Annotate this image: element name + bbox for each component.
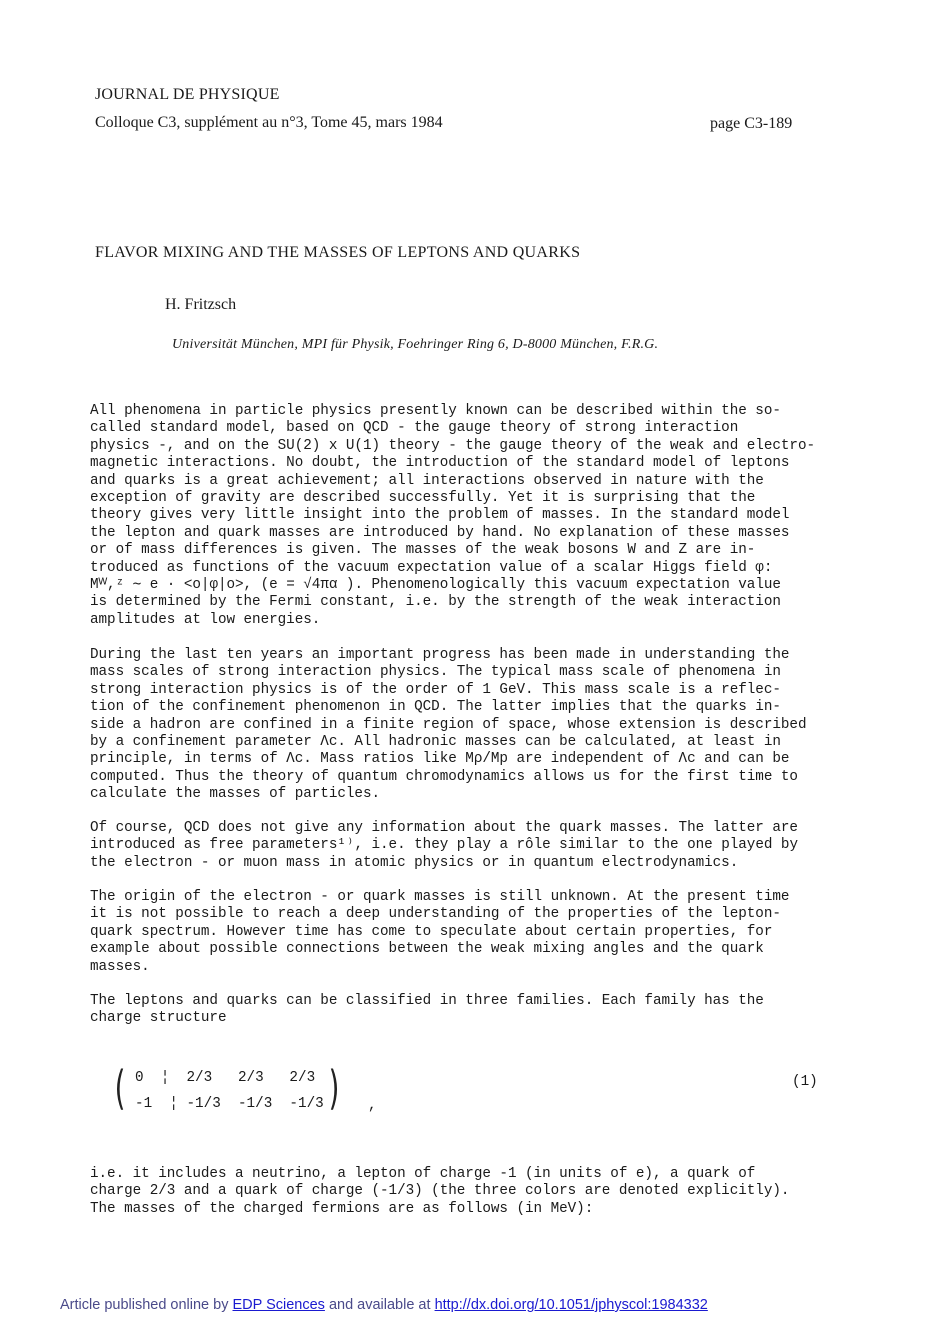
text-line: by a confinement parameter Λc. All hadronic masses can be calculated, at least in <box>90 734 781 751</box>
equation-number: (1) <box>792 1074 818 1090</box>
text-line: computed. Thus the theory of quantum chromodynamics allows us for the first time to <box>90 768 798 785</box>
issue-info: Colloque C3, supplément au n°3, Tome 45, mars 1984 <box>95 114 443 131</box>
text-line: quark spectrum. However time has come to speculate about certain properties, for <box>90 923 773 940</box>
text-line: All phenomena in particle physics presently known can be described within the so- <box>90 403 781 419</box>
text-line: example about possible connections between the weak mixing angles and the quark <box>90 941 764 958</box>
text-line: The leptons and quarks can be classified in three families. Each family has the <box>90 993 764 1009</box>
text-line: During the last ten years an important progress has been made in understanding the <box>90 647 790 663</box>
text-line: it is not possible to reach a deep understanding of the properties of the lepton- <box>90 906 781 923</box>
text-line: masses. <box>90 958 150 975</box>
publication-footer <box>60 1297 708 1313</box>
text-line: introduced as free parameters¹⁾, i.e. they play a rôle similar to the one played by <box>90 837 798 854</box>
left-parenthesis: ( <box>114 1061 126 1115</box>
text-line: calculate the masses of particles. <box>90 786 381 803</box>
text-line: The origin of the electron - or quark masses is still unknown. At the present time <box>90 889 790 905</box>
author-name: H. Fritzsch <box>165 296 237 313</box>
text-line: principle, in terms of Λc. Mass ratios like Mρ/Mp are independent of Λc and can be <box>90 751 790 768</box>
publisher-link[interactable]: EDP Sciences <box>232 1297 325 1313</box>
text-line: and quarks is a great achievement; all interactions observed in nature with the <box>90 472 764 489</box>
text-line: charge structure <box>90 1010 227 1027</box>
page-number: page C3-189 <box>710 115 793 132</box>
right-parenthesis: ) <box>328 1061 340 1115</box>
paragraph-origin-of-masses <box>90 889 850 976</box>
paragraph-qcd-quark-masses <box>90 820 850 872</box>
charge-matrix-equation <box>114 1061 377 1116</box>
paragraph-families <box>90 993 850 1028</box>
paper-title: FLAVOR MIXING AND THE MASSES OF LEPTONS AND QUARKS <box>95 244 581 261</box>
text-line: the lepton and quark masses are introduced by hand. No explanation of these masses <box>90 524 790 541</box>
text-line: mass scales of strong interaction physics. The typical mass scale of phenomena in <box>90 664 781 681</box>
footer-middle: and available at <box>324 1297 435 1313</box>
doi-link[interactable]: http://dx.doi.org/10.1051/jphyscol:1984332 <box>434 1297 708 1313</box>
text-line: The masses of the charged fermions are as follows (in MeV): <box>90 1200 594 1217</box>
author-affiliation: Universität München, MPI für Physik, Foehringer Ring 6, D-8000 München, F.R.G. <box>172 337 659 352</box>
text-line: tion of the confinement phenomenon in QCD. The latter implies that the quarks in- <box>90 699 781 716</box>
text-line: charge 2/3 and a quark of charge (-1/3) (the three colors are denoted explicitly). <box>90 1183 790 1200</box>
text-line: exception of gravity are described successfully. Yet it is surprising that the <box>90 490 756 507</box>
text-line: called standard model, based on QCD - the gauge theory of strong interaction <box>90 420 739 437</box>
paragraph-standard-model <box>90 403 850 629</box>
equation-comma: , <box>368 1098 377 1114</box>
text-line: troduced as functions of the vacuum expectation value of a scalar Higgs field φ: <box>90 559 773 576</box>
text-line: is determined by the Fermi constant, i.e. by the strength of the weak interaction <box>90 594 781 611</box>
text-line: theory gives very little insight into the problem of masses. In the standard model <box>90 507 790 524</box>
text-line: the electron - or muon mass in atomic physics or in quantum electrodynamics. <box>90 854 739 871</box>
text-line: i.e. it includes a neutrino, a lepton of charge -1 (in units of e), a quark of <box>90 1166 756 1182</box>
matrix-row-2: -1 ¦ -1/3 -1/3 -1/3 <box>135 1096 324 1112</box>
text-line: Mᵂ,ᶻ ∼ e · <o|φ|o>, (e = √4πα ). Phenomenologically this vacuum expectation value <box>90 577 781 594</box>
text-line: side a hadron are confined in a finite region of space, whose extension is described <box>90 716 807 733</box>
matrix-row-1: 0 ¦ 2/3 2/3 2/3 <box>135 1070 316 1086</box>
journal-name: JOURNAL DE PHYSIQUE <box>95 86 280 103</box>
paragraph-strong-interaction <box>90 647 850 804</box>
paragraph-charged-fermions <box>90 1166 850 1218</box>
text-line: strong interaction physics is of the order of 1 GeV. This mass scale is a reflec- <box>90 681 781 698</box>
text-line: Of course, QCD does not give any information about the quark masses. The latter are <box>90 820 798 836</box>
text-line: physics -, and on the SU(2) x U(1) theory - the gauge theory of the weak and electro- <box>90 437 816 454</box>
text-line: amplitudes at low energies. <box>90 611 321 628</box>
text-line: magnetic interactions. No doubt, the introduction of the standard model of leptons <box>90 455 790 472</box>
footer-prefix: Article published online by <box>60 1297 233 1313</box>
text-line: or of mass differences is given. The masses of the weak bosons W and Z are in- <box>90 542 756 559</box>
